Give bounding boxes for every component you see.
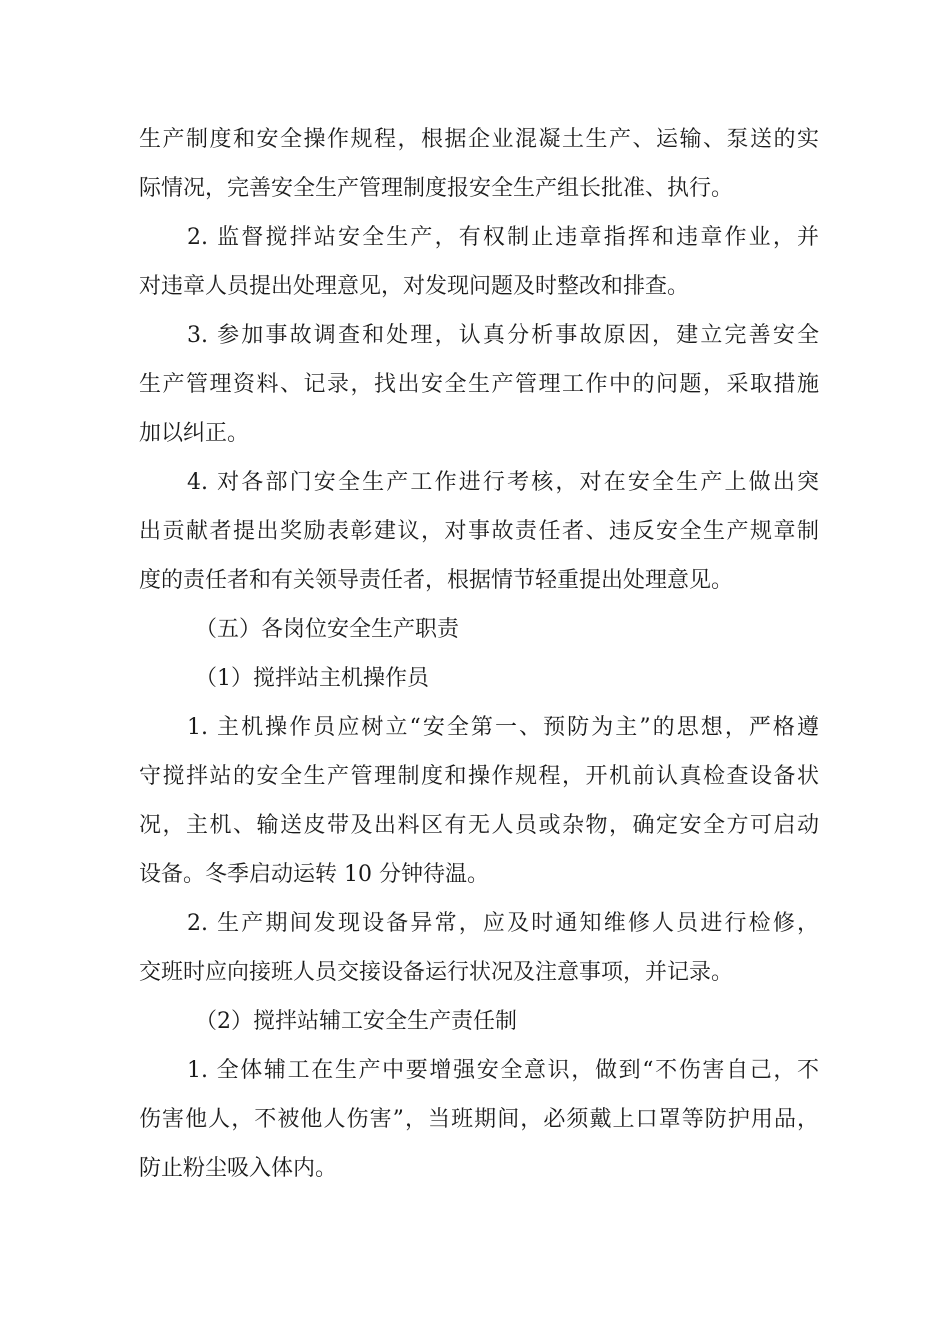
text-line: 1. 主机操作员应树立“安全第一、预防为主”的思想，严格遵 [187,715,819,740]
text-line: 对违章人员提出处理意见，对发现问题及时整改和排查。 [139,274,690,299]
text-line: 交班时应向接班人员交接设备运行状况及注意事项，并记录。 [139,960,734,985]
text-line: 守搅拌站的安全生产管理制度和操作规程，开机前认真检查设备状 [139,764,819,789]
text-line: 设备。冬季启动运转 10 分钟待温。 [139,862,489,887]
text-line: 防止粉尘吸入体内。 [139,1156,338,1181]
text-line: 伤害他人，不被他人伤害”，当班期间，必须戴上口罩等防护用品， [139,1107,819,1132]
text-line: 2. 生产期间发现设备异常，应及时通知维修人员进行检修， [187,911,819,936]
section-heading: （五）各岗位安全生产职责 [195,617,460,642]
section-heading: （2）搅拌站辅工安全生产责任制 [195,1009,517,1034]
body-text [139,115,819,1193]
text-line: 出贡献者提出奖励表彰建议，对事故责任者、违反安全生产规章制 [139,519,819,544]
text-line: 2. 监督搅拌站安全生产，有权制止违章指挥和违章作业，并 [187,225,819,250]
text-line: 际情况，完善安全生产管理制度报安全生产组长批准、执行。 [139,176,734,201]
text-line: 况，主机、输送皮带及出料区有无人员或杂物，确定安全方可启动 [139,813,819,838]
text-line: 加以纠正。 [139,421,250,446]
text-line: 度的责任者和有关领导责任者，根据情节轻重提出处理意见。 [139,568,734,593]
text-line: 4. 对各部门安全生产工作进行考核，对在安全生产上做出突 [187,470,819,495]
text-line: 3. 参加事故调查和处理，认真分析事故原因，建立完善安全 [187,323,819,348]
text-line: 1. 全体辅工在生产中要增强安全意识，做到“不伤害自己，不 [187,1058,819,1083]
text-line: 生产管理资料、记录，找出安全生产管理工作中的问题，采取措施 [139,372,819,397]
section-heading: （1）搅拌站主机操作员 [195,666,429,691]
text-line: 生产制度和安全操作规程，根据企业混凝土生产、运输、泵送的实 [139,127,819,152]
